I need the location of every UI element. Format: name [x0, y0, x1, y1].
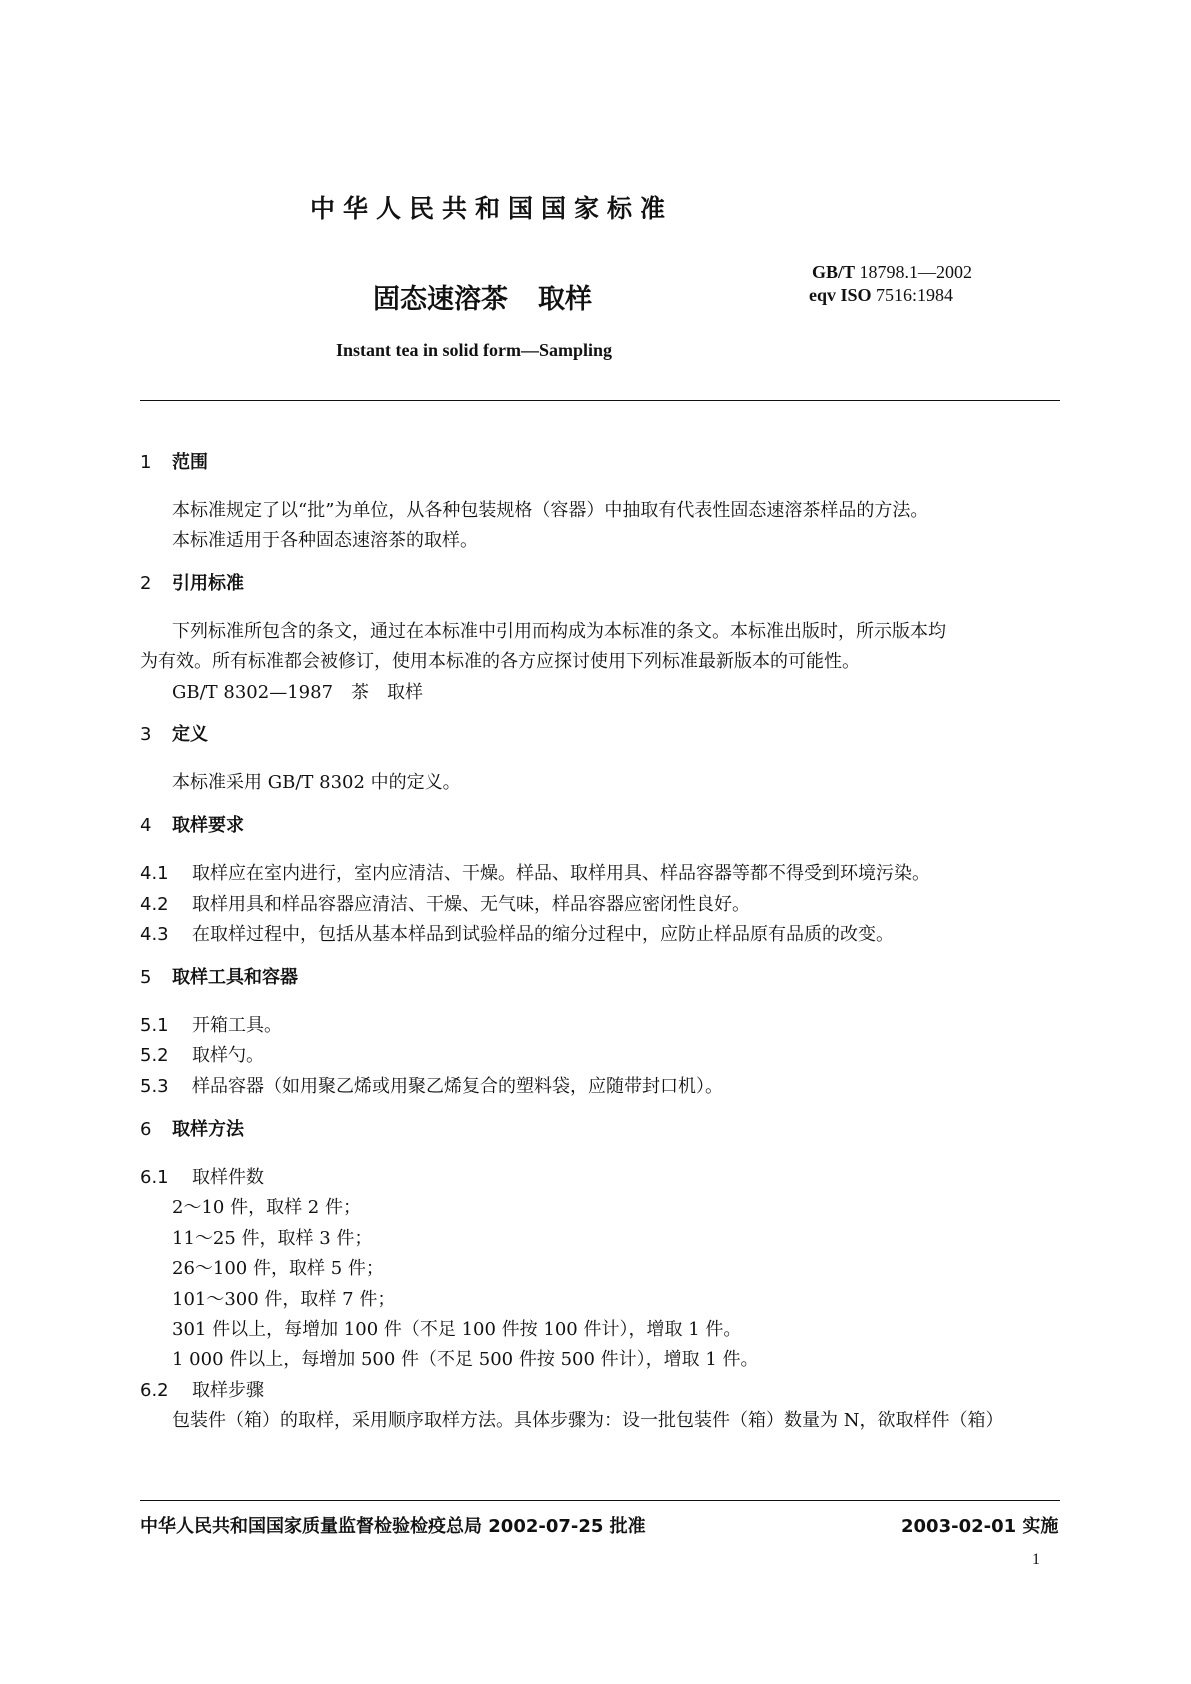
list-item: 1 000 件以上，每增加 500 件（不足 500 件按 500 件计），增取 1 件。: [172, 1349, 759, 1370]
clause-4-1: [140, 859, 930, 885]
equivalent-code: [809, 285, 953, 306]
clause-number: 4.1: [140, 863, 169, 884]
section-title: 取样工具和容器: [172, 967, 298, 988]
clause-number: 6.2: [140, 1380, 169, 1401]
clause-4-3: [140, 920, 894, 946]
national-standard-heading: 中华人民共和国国家标准: [310, 194, 674, 223]
section-title: 取样方法: [172, 1119, 244, 1140]
clause-5-3: [140, 1072, 723, 1098]
clause-text: 样品容器（如用聚乙烯或用聚乙烯复合的塑料袋，应随带封口机）。: [192, 1076, 723, 1097]
clause-text: 取样应在室内进行，室内应清洁、干燥。样品、取样用具、样品容器等都不得受到环境污染。: [192, 863, 930, 884]
clause-6-2: [140, 1376, 264, 1402]
paragraph: 为有效。所有标准都会被修订，使用本标准的各方应探讨使用下列标准最新版本的可能性。: [140, 651, 860, 672]
english-title: Instant tea in solid form—Sampling: [336, 340, 613, 360]
clause-text: 取样用具和样品容器应清洁、干燥、无气味，样品容器应密闭性良好。: [192, 894, 750, 915]
clause-4-2: [140, 890, 750, 916]
clause-number: 5.3: [140, 1076, 169, 1097]
list-item: 11～25 件，取样 3 件；: [172, 1228, 373, 1249]
section-heading-2: [140, 569, 244, 595]
paragraph: 包装件（箱）的取样，采用顺序取样方法。具体步骤为：设一批包装件（箱）数量为 N，欲取样件（箱）: [172, 1410, 1004, 1431]
paragraph: 本标准采用 GB/T 8302 中的定义。: [172, 772, 461, 793]
clause-6-1: [140, 1163, 264, 1189]
clause-text: 取样勺。: [192, 1045, 264, 1066]
page-number: 1: [1032, 1551, 1040, 1568]
clause-title: 取样步骤: [192, 1380, 264, 1401]
section-heading-4: [140, 811, 244, 837]
section-number: 1: [140, 452, 152, 473]
clause-number: 4.3: [140, 924, 169, 945]
clause-number: 5.1: [140, 1015, 169, 1036]
equivalent-code-number: 7516:1984: [871, 285, 954, 305]
section-title: 引用标准: [172, 573, 244, 594]
section-number: 4: [140, 815, 152, 836]
section-heading-1: [140, 448, 208, 474]
standard-code: [812, 262, 972, 283]
equivalent-code-prefix: eqv ISO: [809, 285, 872, 305]
clause-text: 开箱工具。: [192, 1015, 282, 1036]
section-number: 6: [140, 1119, 152, 1140]
section-number: 3: [140, 724, 152, 745]
implementation-date: 2003-02-01 实施: [901, 1516, 1059, 1537]
list-item: 26～100 件，取样 5 件；: [172, 1258, 384, 1279]
standard-code-number: 18798.1—2002: [855, 262, 973, 282]
clause-number: 4.2: [140, 894, 169, 915]
list-item: 101～300 件，取样 7 件；: [172, 1289, 396, 1310]
header-divider: [140, 400, 1060, 401]
paragraph: 本标准适用于各种固态速溶茶的取样。: [172, 530, 478, 551]
reference-standard: GB/T 8302—1987 茶 取样: [172, 682, 424, 703]
section-heading-3: [140, 720, 208, 746]
section-number: 2: [140, 573, 152, 594]
clause-text: 在取样过程中，包括从基本样品到试验样品的缩分过程中，应防止样品原有品质的改变。: [192, 924, 894, 945]
section-title: 范围: [172, 452, 208, 473]
footer-divider: [140, 1500, 1060, 1501]
section-number: 5: [140, 967, 152, 988]
clause-number: 6.1: [140, 1167, 169, 1188]
section-heading-5: [140, 963, 298, 989]
approval-line: 中华人民共和国国家质量监督检验检疫总局 2002-07-25 批准: [140, 1516, 646, 1537]
section-title: 取样要求: [172, 815, 244, 836]
list-item: 2～10 件，取样 2 件；: [172, 1197, 361, 1218]
section-title: 定义: [172, 724, 208, 745]
document-title: [373, 277, 592, 316]
title-part1: 固态速溶茶: [373, 284, 508, 315]
clause-title: 取样件数: [192, 1167, 264, 1188]
standard-code-prefix: GB/T: [812, 262, 856, 282]
clause-5-1: [140, 1011, 282, 1037]
section-heading-6: [140, 1115, 244, 1141]
paragraph: 本标准规定了以“批”为单位，从各种包装规格（容器）中抽取有代表性固态速溶茶样品的方法。: [172, 500, 929, 521]
clause-5-2: [140, 1041, 264, 1067]
paragraph: 下列标准所包含的条文，通过在本标准中引用而构成为本标准的条文。本标准出版时，所示版本均: [172, 621, 946, 642]
title-part2: 取样: [538, 284, 592, 315]
clause-number: 5.2: [140, 1045, 169, 1066]
list-item: 301 件以上，每增加 100 件（不足 100 件按 100 件计），增取 1 件。: [172, 1319, 742, 1340]
